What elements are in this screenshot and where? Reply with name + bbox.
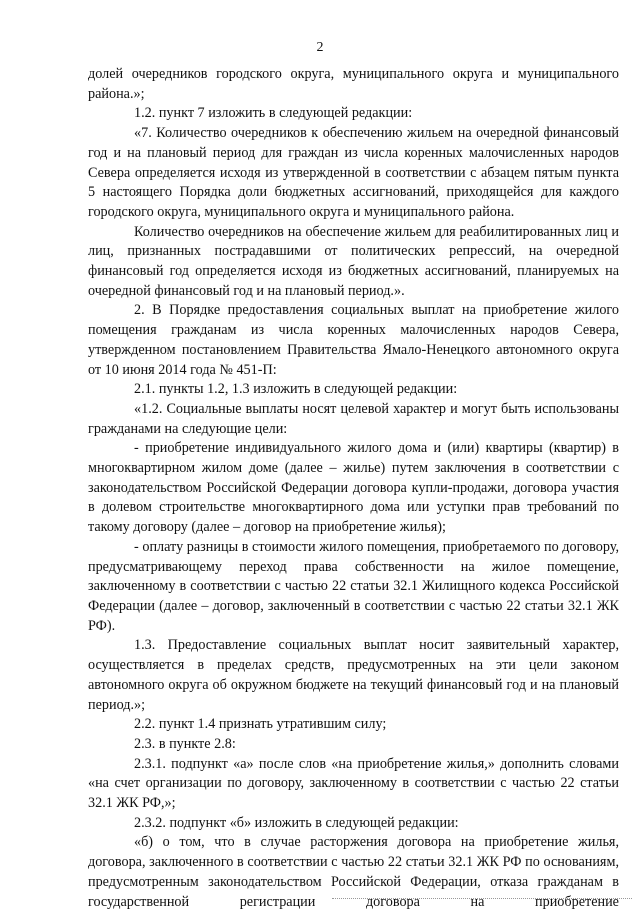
document-paragraph: 1.2. пункт 7 изложить в следующей редакции: <box>134 105 413 122</box>
document-paragraph: 2.3.1. подпункт «а» после слов «на приобретение жилья,» дополнить словами «на счет организации по договору, заключенному в соответствии с частью 22 статьи 32.1 ЖК РФ,»; <box>88 755 619 812</box>
page-number: 2 <box>316 40 324 55</box>
document-paragraph: 2.1. пункты 1.2, 1.3 изложить в следующей редакции: <box>134 381 458 398</box>
document-paragraph: Количество очередников на обеспечение жильем для реабилитированных лиц и лиц, признанных пострадавшими от политических репрессий, на очередной финансовый год определяется исходя из бюджетных ассигнований, планируемых на очередной финансовый год и на плановый период.». <box>88 223 619 299</box>
scan-edge-artifact <box>332 898 632 901</box>
document-paragraph: 2. В Порядке предоставления социальных выплат на приобретение жилого помещения гражданам из числа коренных малочисленных народов Севера, утвержденном постановлением Правительства Ямало-Ненецкого автономного округа от 10 июня 2014 года № 451-П: <box>88 302 619 378</box>
document-paragraph: 2.3. в пункте 2.8: <box>134 735 236 752</box>
document-paragraph: - приобретение индивидуального жилого дома и (или) квартиры (квартир) в многоквартирном жилом доме (далее – жилье) путем заключения в соответствии с законодательством Российской Федерации договора купли-продажи, договора участия в долевом строительстве многоквартирного дома или уступки прав требований по такому договору (далее – договор на приобретение жилья); <box>88 440 619 536</box>
document-paragraph: долей очередников городского округа, муниципального округа и муниципального района.»; <box>88 66 619 102</box>
document-paragraph: 2.2. пункт 1.4 признать утратившим силу; <box>134 716 387 733</box>
document-paragraph: «1.2. Социальные выплаты носят целевой характер и могут быть использованы гражданами на следующие цели: <box>88 400 619 437</box>
document-paragraph: - оплату разницы в стоимости жилого помещения, приобретаемого по договору, предусматривающему переход права собственности на жилое помещение, заключенному в соответствии с частью 22 статьи 32.1 Жилищного кодекса Российской Федерации (далее – договор, заключенный в соответствии с частью 22 статьи 32.1 ЖК РФ). <box>88 538 619 634</box>
document-paragraph: 1.3. Предоставление социальных выплат носит заявительный характер, осуществляется в пределах средств, предусмотренных на эти цели законом автономного округа об окружном бюджете на текущий финансовый год и на плановый период.»; <box>88 637 619 713</box>
document-paragraph: «7. Количество очередников к обеспечению жильем на очередной финансовый год и на плановый период для граждан из числа коренных малочисленных народов Севера определяется исходя из утвержденной в соответствии с абзацем пятым пункта 5 настоящего Порядка доли бюджетных ассигнований, приходящейся для каждого городского округа, муниципального округа и муниципального района. <box>88 125 619 220</box>
document-body <box>88 65 619 912</box>
document-paragraph: «б) о том, что в случае расторжения договора на приобретение жилья, договора, заключенного в соответствии с частью 22 статьи 32.1 ЖК РФ по основаниям, предусмотренным законодательством Российской Федерации, отказа гражданам в государственной регистрации договора на приобретение <box>88 834 619 910</box>
document-paragraph: 2.3.2. подпункт «б» изложить в следующей редакции: <box>134 814 459 831</box>
